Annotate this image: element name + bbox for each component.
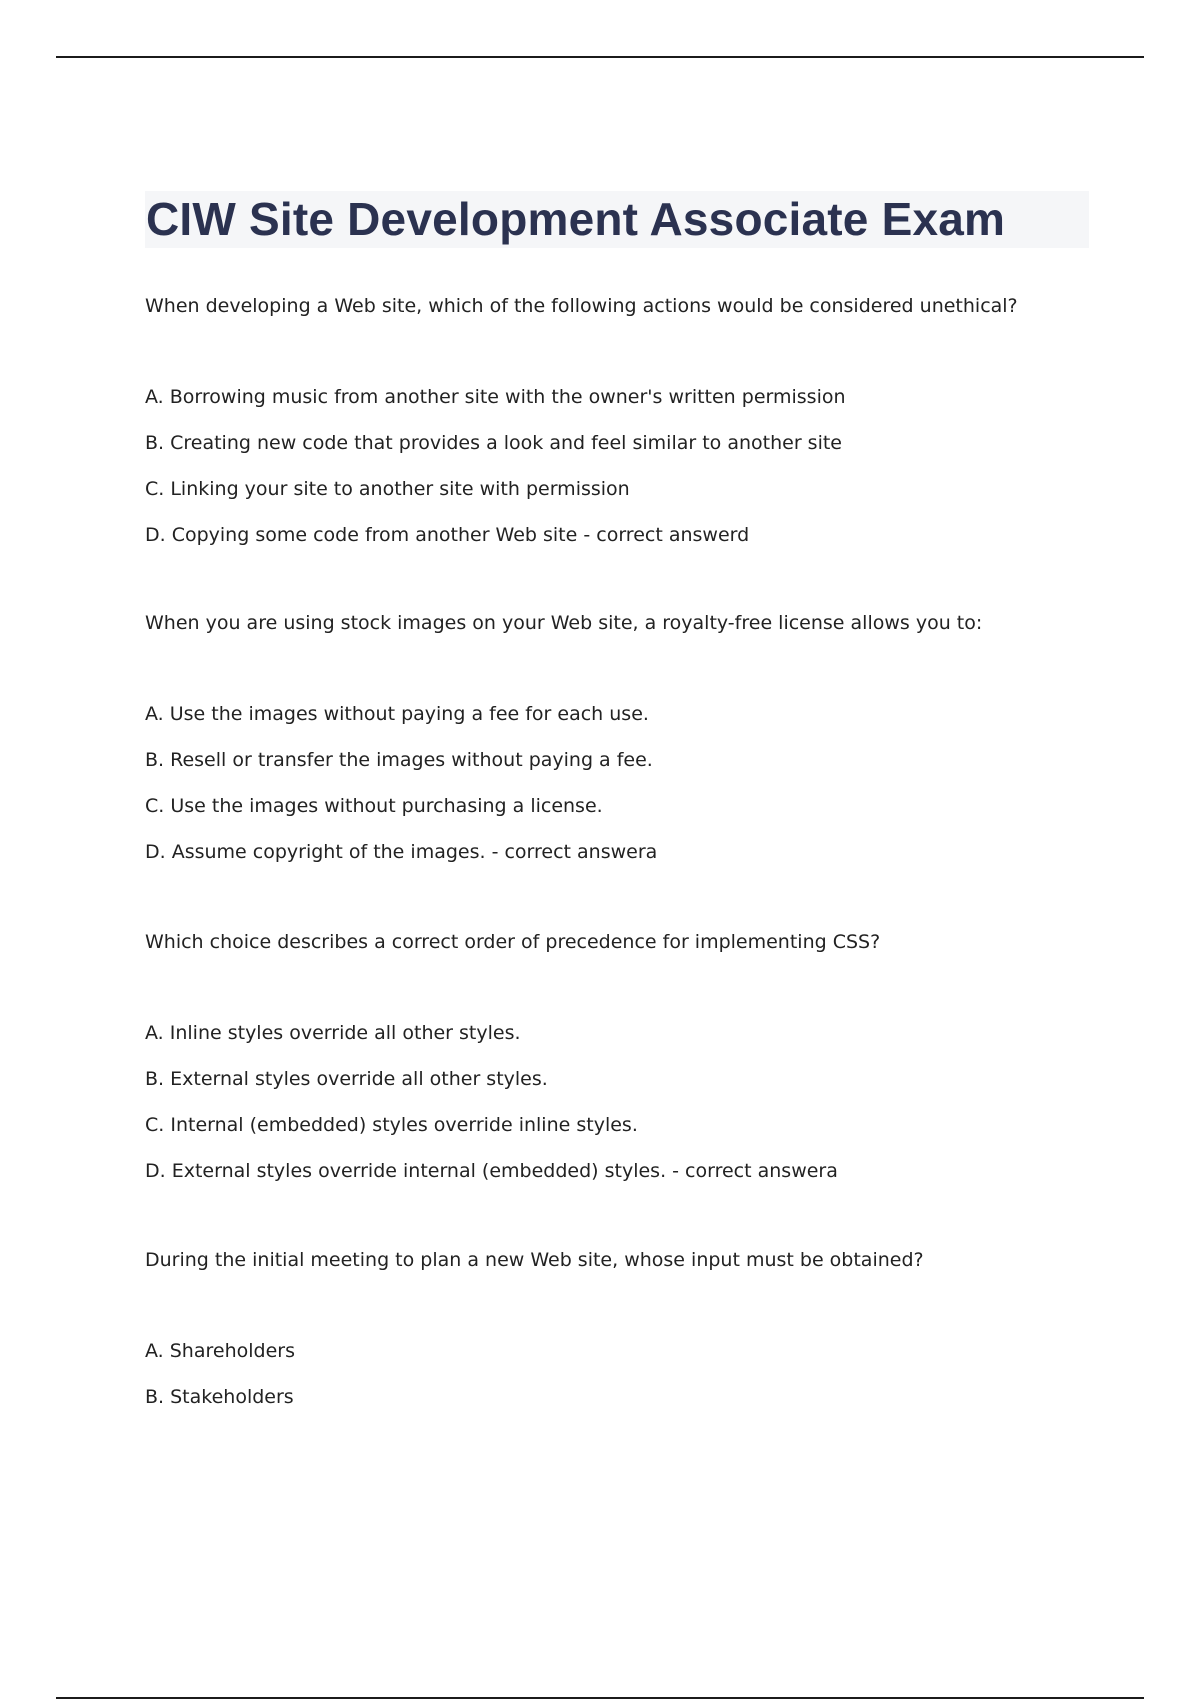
bottom-divider [56,1697,1144,1699]
answer-option: A. Borrowing music from another site with the owner's written permission [145,386,846,408]
question-text: When developing a Web site, which of the following actions would be considered unethical? [145,295,1018,317]
answer-option: B. Stakeholders [145,1386,294,1408]
answer-option: D. External styles override internal (embedded) styles. - correct answera [145,1160,838,1182]
answer-options [145,1339,1090,1431]
answer-options [145,702,1090,886]
title-band [145,191,1089,248]
answer-options [145,385,1090,569]
title-area [145,191,1090,248]
question-block [145,930,1090,1205]
question-block [145,294,1090,569]
question-text: Which choice describes a correct order of precedence for implementing CSS? [145,931,881,953]
answer-option: C. Internal (embedded) styles override inline styles. [145,1114,638,1136]
answer-option: B. External styles override all other styles. [145,1068,548,1090]
answer-option: A. Shareholders [145,1340,295,1362]
question-text: When you are using stock images on your Web site, a royalty-free license allows you to: [145,612,983,634]
question-block [145,1248,1090,1431]
page-title: CIW Site Development Associate Exam [146,193,1006,245]
answer-option: C. Linking your site to another site with permission [145,478,630,500]
answer-option: A. Inline styles override all other styles. [145,1022,521,1044]
answer-option: D. Copying some code from another Web site - correct answerd [145,524,750,546]
answer-option: C. Use the images without purchasing a license. [145,795,603,817]
answer-option: A. Use the images without paying a fee for each use. [145,703,649,725]
answer-options [145,1021,1090,1205]
answer-option: B. Resell or transfer the images without paying a fee. [145,749,653,771]
question-block [145,611,1090,886]
answer-option: D. Assume copyright of the images. - correct answera [145,841,658,863]
answer-option: B. Creating new code that provides a look and feel similar to another site [145,432,842,454]
question-text: During the initial meeting to plan a new Web site, whose input must be obtained? [145,1249,924,1271]
top-divider [56,56,1144,58]
